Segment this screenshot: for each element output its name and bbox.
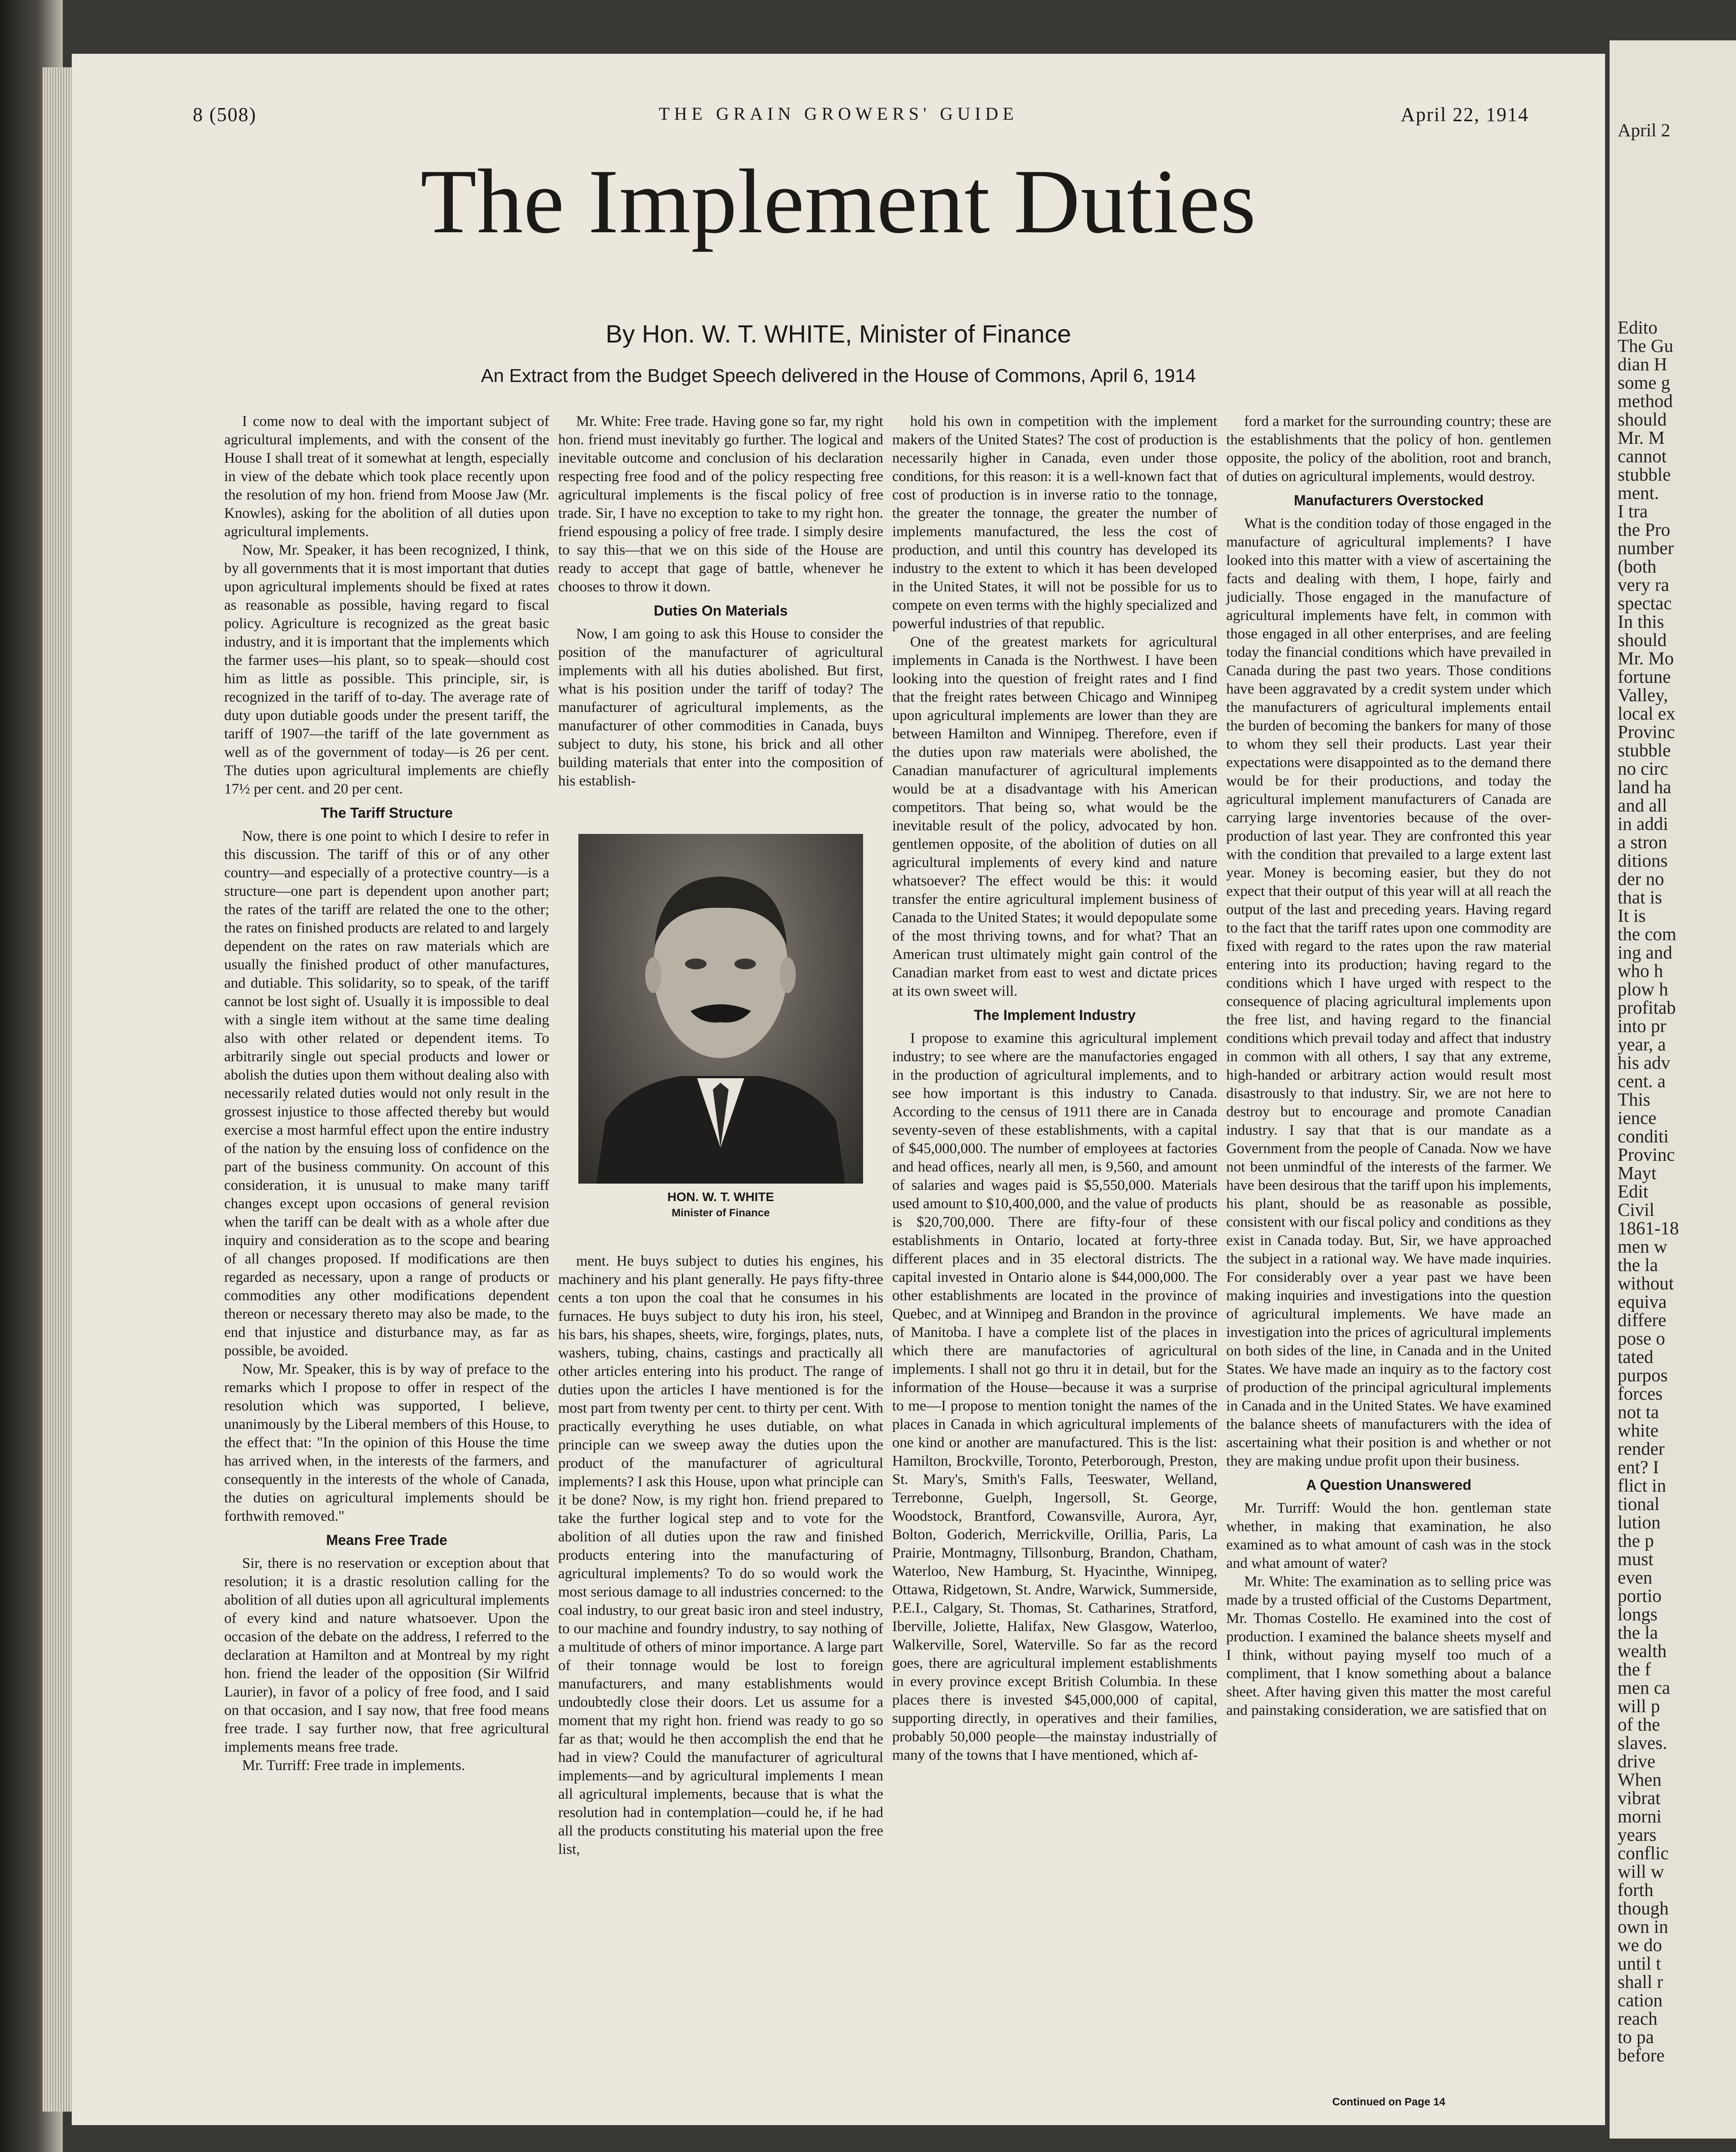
adjacent-page-line: the com: [1618, 924, 1676, 944]
adjacent-page-line: portio: [1618, 1585, 1662, 1606]
adjacent-page-line: spectac: [1618, 593, 1672, 613]
adjacent-page-line: not ta: [1618, 1401, 1659, 1422]
paragraph: Now, Mr. Speaker, it has been recognized, I think, by all governments that it is most important that duties upon agricultural implements should be fixed at rates as reasonable as possible, having regard to fiscal policy. Agriculture is recognized as the great basic industry, and it is important that the implements which the farmer uses—his plant, so to speak—should cost him as little as possible. This principle, sir, is recognized in the tariff of to-day. The average rate of duty upon dutiable goods under the present tariff, the tariff of 1907—the tariff of the late government as well as of the government of today—is 26 per cent. The duties upon agricultural implements are chiefly 17½ per cent. and 20 per cent.: [224, 542, 549, 797]
adjacent-page-line: we do: [1618, 1935, 1662, 1955]
adjacent-page-line: ditions: [1618, 850, 1668, 871]
adjacent-page-line: Edito: [1618, 317, 1658, 338]
adjacent-page-line: without: [1618, 1273, 1674, 1293]
adjacent-page-line: to pa: [1618, 2026, 1654, 2047]
adjacent-page-line: Provinc: [1618, 721, 1675, 742]
article-deck: An Extract from the Budget Speech delivered in the House of Commons, April 6, 1914: [481, 365, 1196, 386]
adjacent-page-line: Valley,: [1618, 685, 1668, 705]
paragraph: Mr. White: Free trade. Having gone so far, my right hon. friend must inevitably go further. The logical and inevitable outcome and conclusion of his declaration respecting free food and of the policy respecting free agricultural implements is the fiscal policy of free trade. Sir, I have no exception to take to my right hon. friend espousing a policy of free trade. I simply desire to say this—that we on this side of the House are ready to accept that gage of battle, whenever he chooses to throw it down.: [558, 413, 883, 595]
adjacent-page-line: method: [1618, 390, 1673, 411]
paragraph: ment. He buys subject to duties his engines, his machinery and his plant generally. He pays fifty-three cents a ton upon the coal that he consumes in his furnaces. He buys subject to duty his iron, his steel, his bars, his shapes, sheets, wire, forgings, plates, nuts, washers, tubing, chains, castings and practically all other articles entering into his product. The range of duties upon the articles I have mentioned is for the most part from twenty per cent. to thirty per cent. With practically everything he uses dutiable, on what principle can we sweep away the duties upon the product of the manufacturer of agricultural implements? I ask this House, upon what principle can it be done? Now, is my right hon. friend prepared to take the further logical step and to vote for the abolition of all duties upon the raw and finished products entering into the manufacturing of agricultural implements? To do so would work the most serious damage to all industries concerned: to the coal industry, to our great basic iron and steel industry, to our machine and foundry industry, to say nothing of a multitude of others of minor importance. A large part of their tonnage would be lost to foreign manufacturers, and many establishments would undoubtedly close their doors. Let us assume for a moment that my right hon. friend was ready to go so far as that; would he then accomplish the end that he had in view? Could the manufacturer of agricultural implements—and by agricultural implements I mean all agricultural implements, because that is what the resolution had in contemplation—could he, if he had all the products constituting his material upon the free list,: [558, 1253, 883, 1857]
adjacent-page-line: will w: [1618, 1861, 1664, 1882]
adjacent-page-line: differe: [1618, 1310, 1667, 1330]
photo-caption-title: Minister of Finance: [672, 1207, 770, 1219]
adjacent-page-line: purpos: [1618, 1365, 1668, 1385]
paragraph: Mr. Turriff: Free trade in implements.: [242, 1757, 465, 1774]
adjacent-page-line: In this: [1618, 611, 1664, 632]
adjacent-page-line: men w: [1618, 1236, 1667, 1257]
column-2-bottom: [558, 1252, 883, 1859]
section-heading: Duties On Materials: [654, 603, 788, 619]
article-byline: By Hon. W. T. WHITE, Minister of Finance: [605, 320, 1072, 348]
paragraph: Mr. Turriff: Would the hon. gentleman state whether, in making that examination, he also examined as to what amount of cash was in the stock and what amount of water?: [1226, 1500, 1551, 1571]
adjacent-page-line: and all: [1618, 795, 1667, 816]
issue-date: April 22, 1914: [1401, 104, 1529, 126]
adjacent-page-line: in addi: [1618, 813, 1668, 834]
adjacent-page-line: ent? I: [1618, 1457, 1659, 1477]
article-title: The Implement Duties: [420, 151, 1257, 252]
adjacent-page-line: cation: [1618, 1990, 1663, 2010]
newspaper-page: [72, 54, 1605, 2125]
adjacent-page-line: I tra: [1618, 501, 1648, 521]
adjacent-page-line: until t: [1618, 1953, 1661, 1974]
adjacent-page-line: fortune: [1618, 666, 1671, 687]
paragraph: I propose to examine this agricultural implement industry; to see where are the manufactories engaged in the production of agricultural implements, and to see how important is this industry to Canada. According to the census of 1911 there are in Canada seventy-seven of these establishments, with a capital of $45,000,000. The number of employees at factories and head offices, nearly all men, is 9,560, and amount of salaries and wages paid is $5,550,000. Materials used amount to $10,400,000, and the value of products is $20,700,000. There are fifty-four of these establishments in Ontario, located at forty-three different places and in 35 electoral districts. The capital invested in Ontario alone is $44,000,000. The other establishments are located in the province of Quebec, and at Winnipeg and Brandon in the province of Manitoba. I have a complete list of the places in which there are manufactories of agricultural implements. I shall not go thru it in detail, but for the information of the House—because it was a surprise to me—I propose to mention tonight the names of the places in Canada in which agricultural implements of one kind or another are manufactured. This is the list: Hamilton, Brockville, Toronto, Peterborough, Preston, St. Mary's, Smith's Falls, Teeswater, Welland, Terrebonne, Guelph, Ingersoll, St. George, Woodstock, Brantford, Cowansville, Aurora, Ayr, Bolton, Goderich, Merrickville, Orillia, Paris, La Prairie, Montmagny, Tillsonburg, Brandon, Chatham, Waterloo, New Hamburg, St. Hyacinthe, Winnipeg, Ottawa, Ridgetown, St. Andre, Warwick, Summerside, P.E.I., Calgary, St. Thomas, St. Catharines, Stratford, Iberville, Joliette, Halifax, New Glasgow, Waterloo, Walkerville, Sorel, Waterville. So far as the record goes, there are agricultural implement establishments in every province except British Columbia. In these places there is invested $45,000,000 of capital, supporting directly, in operatives and their families, probably 50,000 people—the mainstay industrially of many of the towns that I have mentioned, which af-: [892, 1030, 1217, 1763]
adjacent-page-line: When: [1618, 1769, 1662, 1790]
adjacent-page-line: Provinc: [1618, 1144, 1675, 1165]
adjacent-page-line: reach: [1618, 2008, 1658, 2029]
adjacent-page-line: wealth: [1618, 1640, 1667, 1661]
adjacent-page-line: that is: [1618, 887, 1662, 907]
adjacent-page-line: very ra: [1618, 574, 1669, 595]
adjacent-page-line: flict in: [1618, 1475, 1667, 1496]
adjacent-page-line: vibrat: [1618, 1788, 1661, 1808]
adjacent-page-line: conditi: [1618, 1126, 1669, 1146]
portrait-caption: [578, 1189, 863, 1221]
paragraph: I come now to deal with the important subject of agricultural implements, and with the consent of the House I shall treat of it somewhat at length, especially in view of the debate which took place recently upon the resolution of my hon. friend from Moose Jaw (Mr. Knowles), asking for the abolition of all duties upon agricultural implements.: [224, 413, 549, 540]
paragraph: Sir, there is no reservation or exception about that resolution; it is a drastic resolution calling for the abolition of all duties upon all agricultural implements of every kind and nature whatsoever. Upon the occasion of the debate on the address, I referred to the declaration at Hamilton and at Montreal by my right hon. friend the leader of the opposition (Sir Wilfrid Laurier), in favor of a policy of free food, and I said on that occasion, and I say now, that free food means free trade. I say further now, that free agricultural implements means free trade.: [224, 1555, 549, 1755]
adjacent-page-line: will p: [1618, 1696, 1660, 1716]
section-heading: Manufacturers Overstocked: [1293, 492, 1484, 508]
adjacent-page-line: ience: [1618, 1107, 1657, 1128]
adjacent-page-line: though: [1618, 1898, 1669, 1918]
column-1: [224, 412, 549, 1775]
paragraph: One of the greatest markets for agricultural implements in Canada is the Northwest. I have been looking into the question of freight rates and I find that the freight rates between Chicago and Winnipeg upon agricultural implements are lower than they are between Hamilton and Winnipeg. Therefore, even if the duties upon raw materials were abolished, the Canadian manufacturer of agricultural implements would be at a disadvantage with his American competitors. That being so, what would be the inevitable result of the policy, advocated by hon. gentlemen opposite, of the abolition of duties on all agricultural implements of every kind and nature whatsoever? The effect would be this: it would transfer the entire agricultural implement business of Canada to the United States; it would depopulate some of the most thriving towns, and for what? That an American trust ultimately might gain control of the Canadian market from east to west and dictate prices at its own sweet will.: [892, 634, 1217, 999]
adjacent-page-line: plow h: [1618, 979, 1668, 999]
adjacent-page-line: tional: [1618, 1493, 1660, 1514]
adjacent-page-line: profitab: [1618, 997, 1676, 1018]
adjacent-page-line: men ca: [1618, 1677, 1671, 1698]
adjacent-page-line: This: [1618, 1089, 1650, 1110]
adjacent-page-line: local ex: [1618, 703, 1675, 724]
adjacent-page-line: the f: [1618, 1659, 1651, 1679]
adjacent-page-line: lution: [1618, 1512, 1661, 1532]
adjacent-page-line: before: [1618, 2045, 1665, 2065]
adjacent-page-line: Civil: [1618, 1199, 1655, 1220]
portrait: [578, 834, 863, 1228]
adjacent-page-line: the Pro: [1618, 519, 1671, 540]
adjacent-page-line: conflic: [1618, 1843, 1669, 1863]
section-heading: The Tariff Structure: [321, 805, 453, 821]
adjacent-page-line: 1861-18: [1618, 1218, 1679, 1238]
paragraph: Now, there is one point to which I desire to refer in this discussion. The tariff of this or of any other country—and especially of a protective country—is a structure—one part is dependent upon another part; the rates of the tariff are related the one to the other; the rates on finished products are related to and largely dependent on the rates on raw materials which are usually the finished product of other manufactures, and dutiable. This solidarity, so to speak, of the tariff cannot be lost sight of. Usually it is impossible to deal with a single item without at the same time dealing also with other related or dependent items. To arbitrarily single out special products and lower or abolish the duties upon them without dealing also with necessarily related duties would not only result in the grossest injustice to those affected thereby but would exercise a most harmful effect upon the entire industry of the nation by the ensuing loss of confidence on the part of the business community. On account of this consideration, it is unusual to make many tariff changes except upon occasions of general revision when the tariff can be dealt with as a whole after due inquiry and consideration as to the scope and bearing of all changes proposed. If modifications are then regarded as necessary, upon a range of products or commodities any other modifications dependent thereon or necessary thereto may also be made, to the end that injustice and disturbance may, as far as possible, be avoided.: [224, 828, 549, 1359]
adjacent-page-line: some g: [1618, 372, 1671, 393]
adjacent-page-line: dian H: [1618, 354, 1667, 374]
adjacent-page-line: forces: [1618, 1383, 1663, 1404]
adjacent-page-line: a stron: [1618, 832, 1667, 852]
paragraph: Now, Mr. Speaker, this is by way of preface to the remarks which I propose to offer in respect of the resolution which was supported, I believe, unanimously by the Liberal members of this House, to the effect that: "In the opinion of this House the time has arrived when, in the interests of the farmers, and consequently in the interests of the whole of Canada, the duties on agricultural implements should be forthwith removed.": [224, 1361, 549, 1524]
page-number: 8 (508): [193, 104, 257, 126]
adjacent-page-line: render: [1618, 1438, 1665, 1459]
section-heading: A Question Unanswered: [1306, 1477, 1471, 1493]
adjacent-page-line: tated: [1618, 1346, 1654, 1367]
adjacent-page-line: of the: [1618, 1714, 1660, 1735]
publication-name: THE GRAIN GROWERS' GUIDE: [659, 104, 1018, 124]
column-2-top: [558, 412, 883, 790]
adjacent-page-line: morni: [1618, 1806, 1662, 1827]
adjacent-page-line: number: [1618, 538, 1674, 558]
adjacent-page-line: the la: [1618, 1254, 1658, 1275]
paragraph: Mr. White: The examination as to selling price was made by a trusted official of the Customs Department, Mr. Thomas Costello. He examined into the cost of production. I examined the balance sheets myself and I think, without paying myself too much of a compliment, that I know something about a balance sheet. After having given this matter the most careful and painstaking consideration, we are satisfied that on: [1226, 1574, 1551, 1718]
portrait-figure: [578, 834, 863, 1184]
adjacent-page-line: stubble: [1618, 740, 1671, 760]
adjacent-page-line: equiva: [1618, 1291, 1667, 1312]
paragraph: hold his own in competition with the implement makers of the United States? The cost of production is necessarily higher in Canada, even under those conditions, for this reason: it is a well-known fact that cost of production is in inverse ratio to the tonnage, the greater the tonnage, the greater the number of implements manufactured, the less the cost of production, and until this country has developed its industry to the extent to which it has been developed in the United States, it will not be possible for us to compete on even terms with the highly specialized and powerful industries of that republic.: [892, 413, 1217, 632]
paragraph: ford a market for the surrounding country; these are the establishments that the policy of hon. gentlemen opposite, the policy of the abolition, root and branch, of duties on agricultural implements, would destroy.: [1226, 413, 1551, 485]
adjacent-page-line: forth: [1618, 1879, 1654, 1900]
adjacent-page-line: ing and: [1618, 942, 1672, 963]
adjacent-page-line: The Gu: [1618, 335, 1674, 356]
adjacent-page-line: into pr: [1618, 1015, 1667, 1036]
adjacent-page-line: Mr. M: [1618, 427, 1665, 448]
adjacent-page-line: who h: [1618, 960, 1663, 981]
adjacent-page-line: shall r: [1618, 1971, 1663, 1992]
adjacent-page-line: pose o: [1618, 1328, 1665, 1349]
adjacent-page-line: cannot: [1618, 446, 1667, 466]
adjacent-page-line: Mr. Mo: [1618, 648, 1674, 668]
adjacent-page-line: own in: [1618, 1916, 1668, 1937]
adjacent-page-line: Mayt: [1618, 1163, 1657, 1183]
paragraph: Now, I am going to ask this House to consider the position of the manufacturer of agricultural implements with all his duties abolished. But first, what is his position under the tariff of today? The manufacturer of agricultural implements, as the manufacturer of other commodities in Canada, buys subject to duty, his stone, his brick and all other building materials that enter into the composition of his establish-: [558, 626, 883, 789]
adjacent-page-line: (both: [1618, 556, 1657, 577]
adjacent-page-line: the p: [1618, 1530, 1654, 1551]
adjacent-page-line: stubble: [1618, 464, 1671, 485]
page-edge-stack: [43, 67, 74, 2112]
adjacent-page-line: year, a: [1618, 1034, 1666, 1054]
adjacent-page-line: white: [1618, 1420, 1659, 1440]
adjacent-page-line: April 2: [1618, 120, 1671, 140]
adjacent-page-line: slaves.: [1618, 1732, 1667, 1753]
photo-caption-name: HON. W. T. WHITE: [667, 1190, 774, 1204]
column-3: [892, 412, 1217, 1765]
adjacent-page-line: It is: [1618, 905, 1646, 926]
adjacent-page-line: should: [1618, 629, 1667, 650]
adjacent-page-line: longs: [1618, 1604, 1658, 1624]
adjacent-page-line: land ha: [1618, 777, 1671, 797]
portrait-photo: [578, 834, 863, 1184]
adjacent-page-line: must: [1618, 1549, 1654, 1569]
section-heading: The Implement Industry: [974, 1007, 1136, 1023]
adjacent-page-line: Edit: [1618, 1181, 1649, 1202]
adjacent-page-line: the la: [1618, 1622, 1658, 1643]
adjacent-page-line: drive: [1618, 1751, 1656, 1771]
adjacent-page-line: der no: [1618, 868, 1664, 889]
adjacent-page-line: no circ: [1618, 758, 1668, 779]
column-4: [1226, 412, 1551, 1720]
adjacent-page-line: years: [1618, 1824, 1657, 1845]
adjacent-page-fragment: [1610, 40, 1736, 2139]
adjacent-page-line: even: [1618, 1567, 1653, 1588]
adjacent-page-line: cent. a: [1618, 1071, 1666, 1091]
adjacent-page-line: his adv: [1618, 1052, 1671, 1073]
adjacent-page-line: should: [1618, 409, 1667, 430]
adjacent-page-line: ment.: [1618, 482, 1659, 503]
section-heading: Means Free Trade: [326, 1532, 447, 1548]
paragraph: What is the condition today of those engaged in the manufacture of agricultural implements? I have looked into this matter with a view of ascertaining the facts and dealing with them, I hope, fairly and judicially. Those engaged in the manufacture of agricultural implements have felt, in common with those engaged in all other enterprises, and are feeling today the financial conditions which have prevailed in Canada during the past two years. Those conditions have been aggravated by a credit system under which the manufacturers of agricultural implements entail the burden of becoming the bankers for many of those to whom they sell their products. Last year their expectations were disappointed as to the demand there would be for their productions, and today the agricultural implement manufacturers of Canada are carrying large inventories because of the over-production of last year. They are confronted this year with the condition that prevailed to a large extent last year. Money is becoming easier, but they do not expect that their output of this year will at all reach the output of the last and preceding years. Having regard to the fact that the tariff rates upon one commodity are fixed with regard to the rates upon the raw material entering into its production; having regard to the conditions which I have urged with respect to the consequence of placing agricultural implements upon the free list, and having regard to the financial conditions which prevail today and affect that industry in common with all others, I say that any extreme, high-handed or arbitrary action would result most disastrously to that industry. Sir, we are not here to destroy but to encourage and promote Canadian industry. I say that that is our mandate as a Government from the people of Canada. Now we have not been unmindful of the interests of the farmer. We have been desirous that the tariff upon his implements, his plant, should be as reasonable as possible, consistent with our fiscal policy and conditions as they exist in Canada today. But, Sir, we have approached the subject in a rational way. We have made inquiries. For considerably over a year past we have been making inquiries and investigations into the question of agricultural implements. We have made an investigation into the prices of agricultural implements on both sides of the line, in Canada and in the United States. We have made an inquiry as to the factory cost of production of the principal agricultural implements in Canada and in the United States. We have examined the balance sheets of manufacturers with the idea of ascertaining what their position is and whether or not they are making undue profit upon their business.: [1226, 516, 1551, 1469]
continued-note: Continued on Page 14: [1332, 2096, 1445, 2108]
